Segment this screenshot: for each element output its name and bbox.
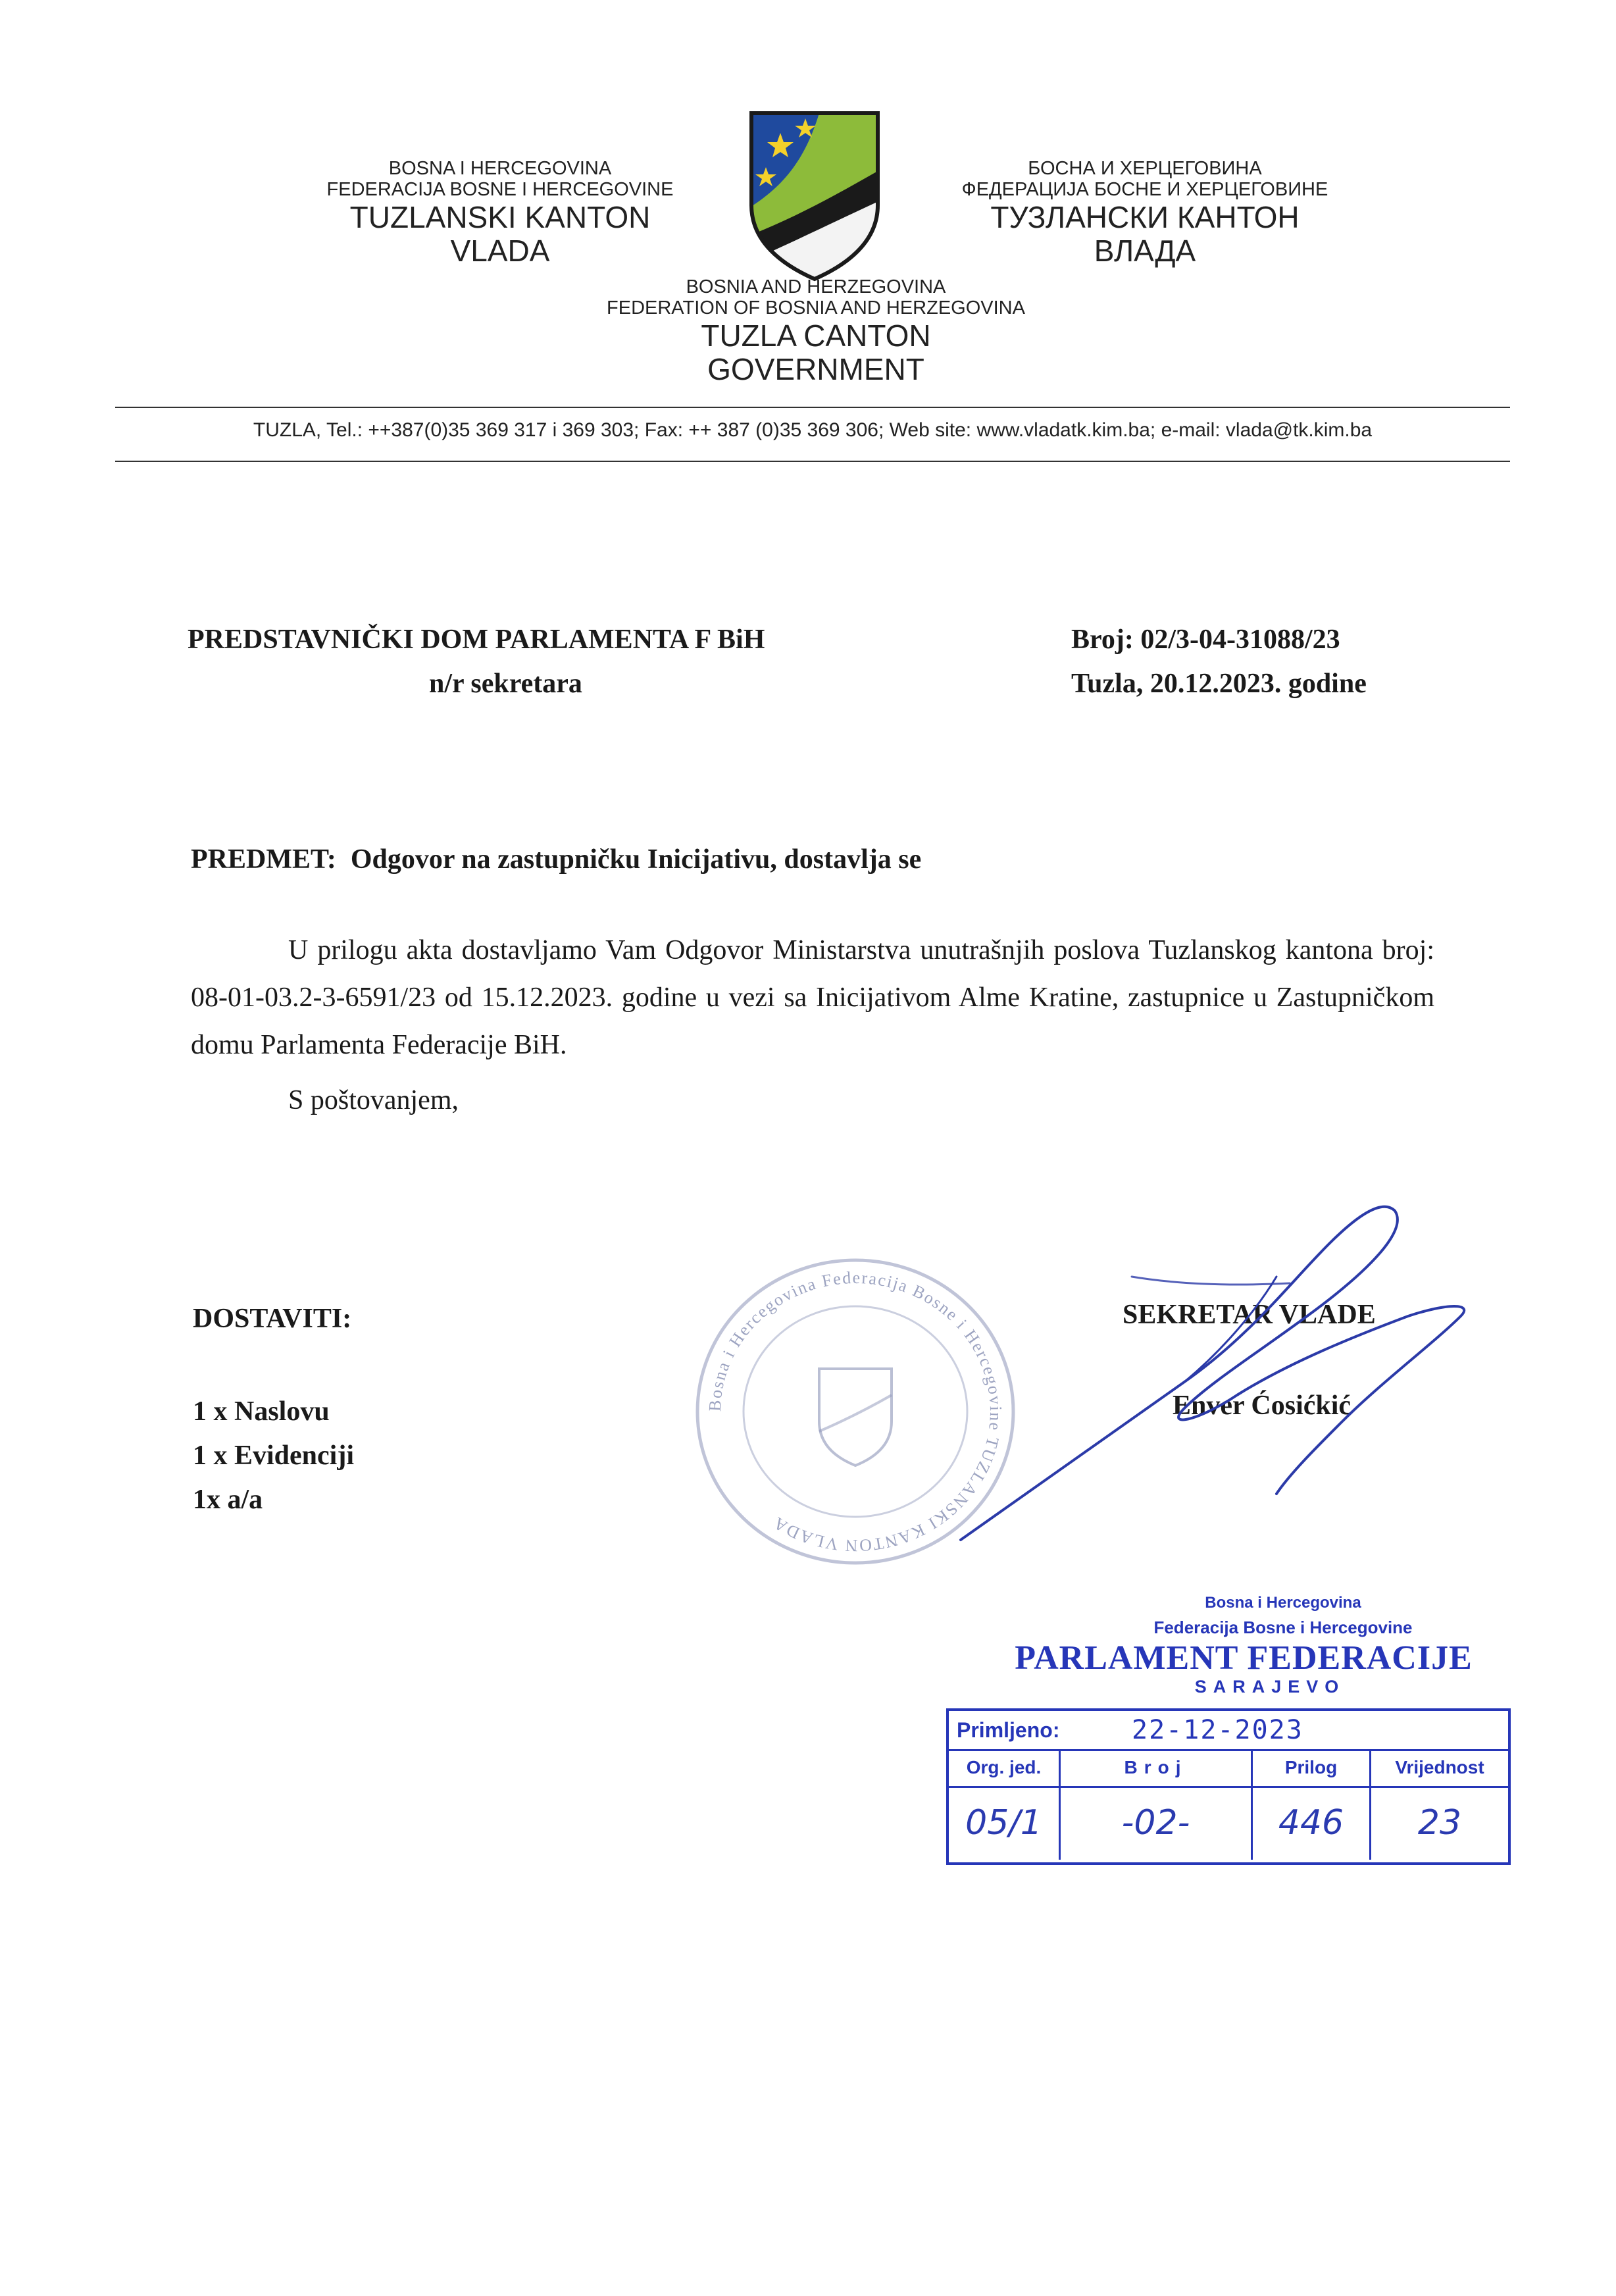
delivery-item: 1 x Naslovu	[193, 1396, 330, 1427]
letterhead-right-line2: ФЕДЕРАЦИЈА БОСНЕ И ХЕРЦЕГОВИНЕ	[961, 179, 1328, 201]
receipt-row-received	[949, 1711, 1508, 1751]
letterhead-left-line1: BOSNA I HERCEGOVINA	[388, 158, 612, 179]
receipt-value: 23	[1417, 1803, 1462, 1843]
delivery-item: 1x a/a	[193, 1485, 263, 1515]
delivery-list	[193, 1390, 354, 1522]
letterhead-left	[316, 158, 684, 268]
received-label: Primljeno:	[957, 1718, 1060, 1742]
signatory-name: Enver Ćosićkić	[1173, 1390, 1351, 1421]
parliament-stamp-line4: SARAJEVO	[1194, 1677, 1346, 1696]
received-date: 22-12-2023	[1132, 1715, 1303, 1745]
receipt-column-header: Org. jed.	[949, 1749, 1061, 1786]
delivery-heading: DOSTAVITI:	[193, 1304, 352, 1334]
receipt-column-header: Vrijednost	[1395, 1757, 1484, 1777]
letterhead-left-line4: VLADA	[450, 234, 550, 268]
receipt-column-header: Broj	[1061, 1749, 1253, 1786]
subject-line	[191, 844, 921, 875]
receipt-value: -02-	[1061, 1786, 1253, 1860]
signatory-title: SEKRETAR VLADE	[1123, 1300, 1376, 1330]
letterhead-center-line2: FEDERATION OF BOSNIA AND HERZEGOVINA	[607, 297, 1025, 319]
parliament-stamp-line1: Bosna i Hercegovina	[1205, 1594, 1361, 1612]
letterhead-rule-bottom	[115, 461, 1510, 462]
addressee-attention: n/r sekretara	[429, 669, 582, 699]
letterhead-center	[553, 276, 1079, 387]
body-paragraph: U prilogu akta dostavljamo Vam Odgovor Ministarstva unutrašnjih poslova Tuzlanskog kantona broj: 08-01-03.2-3-6591/23 od 15.12.2023. godine u vezi sa Inicijativom Alme Kratine, zastupnice u Zastupničkom domu Parlamenta Federacije BiH.	[191, 935, 1434, 1060]
letterhead-right-line1: БОСНА И ХЕРЦЕГОВИНА	[1028, 158, 1262, 179]
signature-icon	[947, 1185, 1500, 1553]
letterhead-center-line4: GOVERNMENT	[707, 352, 924, 387]
letterhead-rule-top	[115, 407, 1510, 408]
letterhead-center-line1: BOSNIA AND HERZEGOVINA	[686, 276, 946, 297]
seal-text: Bosna i Hercegovina Federacija Bosne i Hercegovine TUZLANSKI KANTON VLADA	[705, 1267, 1006, 1556]
addressee-name: PREDSTAVNIČKI DOM PARLAMENTA F BiH	[188, 625, 765, 655]
letterhead-center-line3: TUZLA CANTON	[701, 318, 931, 353]
closing-line: S poštovanjem,	[288, 1085, 459, 1115]
canton-coat-of-arms-icon	[742, 107, 887, 284]
letterhead-contact: TUZLA, Tel.: ++387(0)35 369 317 i 369 303; Fax: ++ 387 (0)35 369 306; Web site: www.vladatk.kim.ba; e-mail: vlada@tk.kim.ba	[253, 419, 1373, 441]
reference-number: Broj: 02/3-04-31088/23	[1071, 625, 1340, 655]
receipt-row-values	[949, 1786, 1508, 1860]
receipt-column-header: Prilog	[1253, 1749, 1371, 1786]
parliament-stamp-line2: Federacija Bosne i Hercegovine	[1153, 1618, 1413, 1637]
subject-text: Odgovor na zastupničku Inicijativu, dostavlja se	[350, 844, 922, 875]
receipt-value: 05/1	[949, 1786, 1061, 1860]
letterhead-left-line3: TUZLANSKI KANTON	[349, 199, 651, 234]
receipt-value: 446	[1253, 1786, 1371, 1860]
letterhead-right-line3: ТУЗЛАНСКИ КАНТОН	[990, 199, 1300, 234]
letterhead-left-line2: FEDERACIJA BOSNE I HERCEGOVINE	[326, 179, 674, 201]
delivery-item: 1 x Evidenciji	[193, 1441, 355, 1471]
receipt-row-headers	[949, 1749, 1508, 1788]
subject-label: PREDMET:	[191, 844, 336, 875]
receipt-stamp-table	[946, 1708, 1511, 1865]
letterhead-right	[928, 158, 1362, 268]
reference-place-date: Tuzla, 20.12.2023. godine	[1071, 669, 1367, 699]
letterhead-right-line4: ВЛАДА	[1094, 234, 1196, 268]
parliament-stamp-line3: PARLAMENT FEDERACIJE	[1015, 1639, 1473, 1677]
